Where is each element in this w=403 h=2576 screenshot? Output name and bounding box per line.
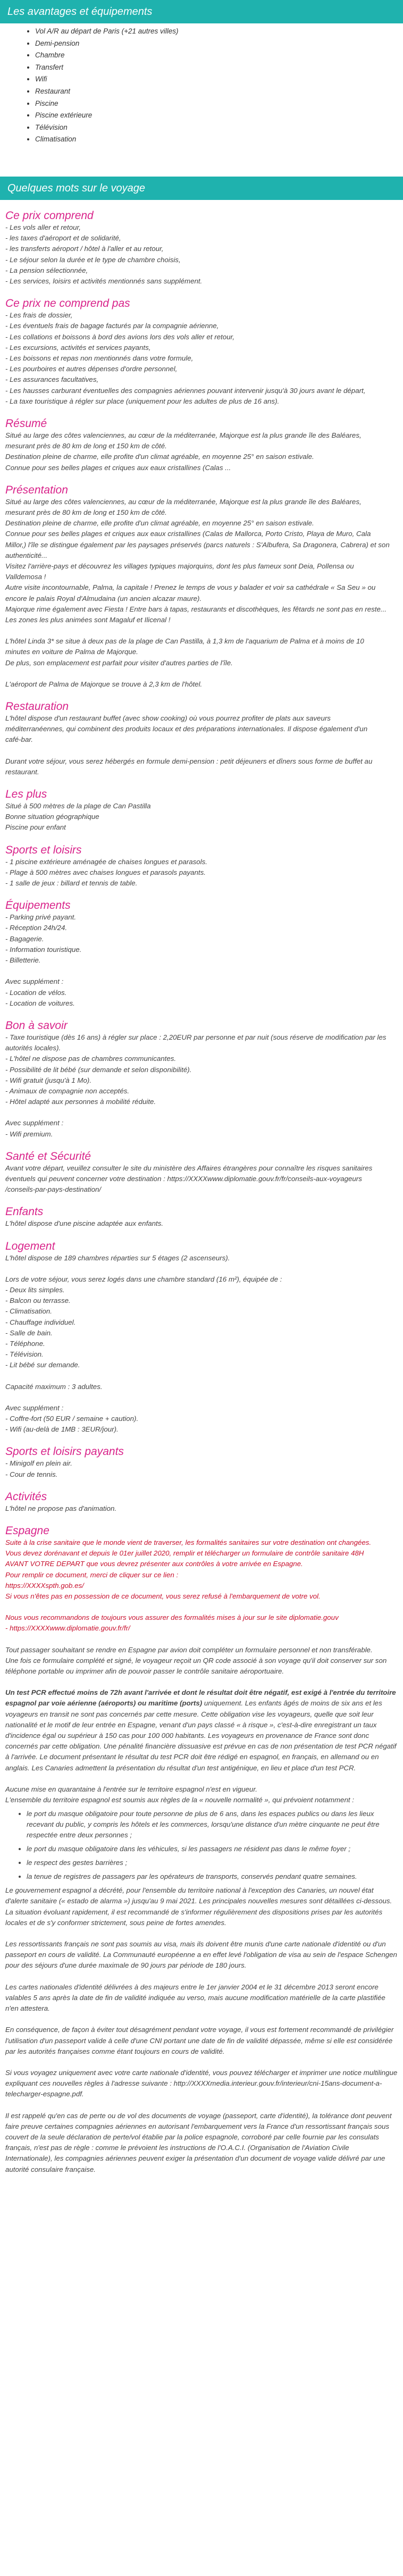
- text-line: - Climatisation.: [5, 1307, 52, 1316]
- equipment-item: • Demi-pension: [35, 38, 403, 50]
- text-line: /conseils-par-pays-destination/: [5, 1185, 102, 1194]
- espagne-rules-list: [5, 1809, 398, 1882]
- text-line: - Wifi (au-delà de 1MB : 3EUR/jour).: [5, 1425, 119, 1434]
- equipment-item: • Restaurant: [35, 86, 403, 98]
- text-line: - Les éventuels frais de bagage facturés par la compagnie aérienne,: [5, 322, 219, 330]
- text-line: Destination pleine de charme, elle profite d'un climat agréable, en moyenne 25° en saison estivale.: [5, 453, 314, 461]
- text-line: - Chauffage individuel.: [5, 1318, 76, 1326]
- text-line: Capacité maximum : 3 adultes.: [5, 1382, 103, 1391]
- equipment-item: • Piscine extérieure: [35, 110, 403, 122]
- text-line: - les transferts aéroport / hôtel à l'aller et au retour,: [5, 245, 164, 253]
- text-line: - L'hôtel ne dispose pas de chambres communicantes.: [5, 1055, 177, 1063]
- text-line: - https://XXXXwww.diplomatie.gouv.fr/fr/: [5, 1624, 130, 1633]
- espagne-passport-text: En conséquence, de façon à éviter tout désagrément pendant votre voyage, il vous est fortement recommandé de privilégier l'utilisation d'un passeport valide à celle d'une CNI portant une date de fin de validité dépassée, même si elle est considérée par les autorités françaises comme étant toujours en cours de validité.: [5, 2026, 394, 2055]
- equipment-item: • Transfert: [35, 62, 403, 74]
- text-line: encore le palais Royal d'Almudaina (un ancien alcazar maure).: [5, 594, 202, 603]
- text-line: Millor,) l'île se distingue également par les paysages préservés (parcs naturels : S'Albufera, Sa Dragonera, Cabrera) et son: [5, 540, 390, 549]
- section-heading-resume: Résumé: [5, 417, 47, 430]
- text-line: Avant votre départ, veuillez consulter le site du ministère des Affaires étrangères pour connaître les risques sanitaires: [5, 1164, 373, 1172]
- text-line: - Les excursions, activités et services payants,: [5, 343, 151, 352]
- equipements-text: [5, 912, 398, 966]
- text-line: - Animaux de compagnie non acceptés.: [5, 1086, 130, 1095]
- text-line: - Cour de tennis.: [5, 1470, 58, 1478]
- text-line: https://XXXXspth.gob.es/: [5, 1581, 84, 1590]
- text-line: Durant votre séjour, vous serez hébergés en formule demi-pension : petit déjeuners et dîners sous forme de buffet au: [5, 757, 373, 765]
- espagne-pcr-text: [5, 1687, 398, 1774]
- section-heading-sports: Sports et loisirs: [5, 843, 82, 856]
- equipment-item: • Piscine: [35, 98, 403, 110]
- text-line: - Parking privé payant.: [5, 913, 77, 922]
- section-heading-enfants: Enfants: [5, 1206, 44, 1218]
- text-line: café-bar.: [5, 735, 33, 744]
- text-line: L'hôtel ne propose pas d'animation.: [5, 1504, 117, 1512]
- espagne-cni-text: Les cartes nationales d'identité délivrées à des majeurs entre le 1er janvier 2004 et le 31 décembre 2013 seront encore valables 5 ans après la date de fin de validité indiquée au verso, mais aucune modification matérielle de la carte plastifiée n'en attestera.: [5, 1983, 385, 2013]
- text-line: L'hôtel dispose d'un restaurant buffet (avec show cooking) où vous pourrez profiter de plats aux saveurs: [5, 714, 331, 723]
- section-heading-plus: Les plus: [5, 788, 47, 801]
- text-line: Autre visite incontournable, Palma, la capitale ! Prenez le temps de vous y balader et voir sa cathédrale « Sa Seu » ou: [5, 583, 376, 592]
- section-heading-equipements: Équipements: [5, 899, 71, 912]
- text-line: mesurant près de 80 km de long et 150 km de côté.: [5, 442, 167, 450]
- text-line: AVANT VOTRE DEPART que vous devrez présenter aux contrôles à votre arrivée en Espagne.: [5, 1560, 303, 1568]
- text-line: - Les frais de dossier,: [5, 311, 73, 320]
- logement-room-text: [5, 1274, 398, 1371]
- sante-text: [5, 1163, 398, 1195]
- text-line: - Wifi premium.: [5, 1130, 53, 1138]
- text-line: Vous devez dorénavant et depuis le 01er juillet 2020, remplir et télécharger un formulaire de contrôle sanitaire 48H: [5, 1549, 364, 1558]
- text-line: - Location de vélos.: [5, 988, 67, 997]
- section-heading-restauration: Restauration: [5, 700, 69, 713]
- text-line: - Plage à 500 mètres avec chaises longues et parasols payants.: [5, 868, 206, 876]
- text-line: - Deux lits simples.: [5, 1285, 65, 1294]
- espagne-recommendation: [5, 1612, 398, 1634]
- text-line: Majorque rime également avec Fiesta ! Entre bars à tapas, restaurants et discothèques, les fêtards ne sont pas en reste...: [5, 605, 387, 613]
- text-line: - Location de voitures.: [5, 999, 75, 1007]
- enfants-text: [5, 1218, 398, 1229]
- text-line: - Wifi gratuit (jusqu'à 1 Mo).: [5, 1076, 92, 1084]
- espagne-pcr-rest: uniquement. Les enfants âgés de moins de six ans et les voyageurs en transit ne sont pas concernés par cette mesure. Cette obligation vise les voyageurs, quelle que soit leur nationalité et le motif de leur entrée en Espagne, venant d'un pays classé « à risque », c'est-à-dire enregistrant un taux d'incidence égal ou supérieur à 150 cas pour 100 000 habitants. Les voyageurs en provenance de France sont donc concernés par cette obligation. Une pénalité financière dissuasive est prévue en cas de non présentation de test PCR négatif à l'arrivée. Le document présentant le résultat du test PCR doit être rédigé en espagnol, en français, en allemand ou en anglais. Les Canaries admettent la présentation du résultat d'un test antigénique, en lieu et place d'un test PCR.: [5, 1699, 397, 1772]
- equipment-item: • Vol A/R au départ de Paris (+21 autres villes): [35, 26, 403, 38]
- text-line: - Hôtel adapté aux personnes à mobilité réduite.: [5, 1098, 156, 1106]
- section-heading-ne-comprend: Ce prix ne comprend pas: [5, 297, 130, 310]
- text-line: Piscine pour enfant: [5, 823, 66, 832]
- text-line: - Balcon ou terrasse.: [5, 1297, 71, 1305]
- text-line: - Les assurances facultatives,: [5, 375, 99, 384]
- text-line: - Les vols aller et retour,: [5, 223, 81, 231]
- equipment-item: • Wifi: [35, 73, 403, 86]
- restauration-pension-text: [5, 756, 398, 777]
- text-line: téléphone portable ou imprimer afin de pouvoir passer le contrôle sanitaire aéroportuaire.: [5, 1667, 284, 1676]
- sports-text: [5, 857, 398, 889]
- bon-savoir-supplement-text: [5, 1118, 398, 1139]
- equipements-supplement-text: [5, 976, 398, 1009]
- espagne-quarantine-text: [5, 1784, 398, 1805]
- sports-payants-text: [5, 1458, 398, 1479]
- text-line: Connue pour ses belles plages et criques aux eaux cristallines (Calas ...: [5, 463, 231, 472]
- text-line: - Les hausses carburant éventuelles des compagnies aériennes pouvant intervenir jusqu'à 30 jours avant le départ,: [5, 386, 366, 395]
- text-line: Situé au large des côtes valenciennes, au cœur de la méditerranée, Majorque est la plus grande île des Baléares,: [5, 497, 362, 506]
- text-line: - les taxes d'aéroport et de solidarité,: [5, 234, 121, 242]
- equipment-title: Les avantages et équipements: [7, 6, 153, 18]
- text-line: - Minigolf en plein air.: [5, 1459, 72, 1468]
- section-heading-sports-payants: Sports et loisirs payants: [5, 1445, 124, 1458]
- text-line: Avec supplément :: [5, 977, 64, 986]
- rule-item: • le port du masque obligatoire pour toute personne de plus de 6 ans, dans les espaces publics ou dans les lieux recevant du public, y compris les hôtels et les commerces, lorsqu'une distance d'un mètre cinquante ne peut être respectée entre deux personnes ;: [27, 1809, 398, 1841]
- text-line: Une fois ce formulaire complété et signé, le voyageur reçoit un QR code associé à son voyage qu'il doit conserver sur son: [5, 1656, 387, 1665]
- presentation-text: [5, 497, 398, 625]
- text-line: Situé au large des côtes valenciennes, au cœur de la méditerranée, Majorque est la plus grande île des Baléares,: [5, 431, 362, 439]
- restauration-text: [5, 713, 398, 746]
- text-line: - Bagagerie.: [5, 934, 44, 943]
- rule-item: • le port du masque obligatoire dans les véhicules, si les passagers ne résident pas dans le même foyer ;: [27, 1844, 398, 1854]
- text-line: autorités locales).: [5, 1044, 61, 1052]
- text-line: éventuels qui peuvent concerner votre destination : https://XXXXwww.diplomatie.gouv.fr/fr/conseils-aux-voyageurs: [5, 1174, 362, 1183]
- equipment-list: [0, 26, 403, 146]
- logement-capacity-text: [5, 1382, 398, 1392]
- presentation-airport-text: [5, 679, 398, 690]
- text-line: restaurant.: [5, 767, 39, 776]
- text-line: Tout passager souhaitant se rendre en Espagne par avion doit compléter un formulaire personnel et non transférable.: [5, 1645, 373, 1654]
- text-line: Avec supplément :: [5, 1119, 64, 1127]
- section-heading-espagne: Espagne: [5, 1525, 49, 1537]
- text-line: - 1 salle de jeux : billard et tennis de table.: [5, 879, 138, 888]
- text-line: Valldemosa !: [5, 573, 46, 581]
- section-heading-bon-savoir: Bon à savoir: [5, 1019, 68, 1032]
- section-heading-activites: Activités: [5, 1490, 47, 1503]
- text-line: Situé à 500 mètres de la plage de Can Pastilla: [5, 802, 151, 810]
- text-line: - Télévision.: [5, 1350, 44, 1359]
- espagne-sanitary-notice: [5, 1537, 398, 1602]
- text-line: Pour remplir ce document, merci de cliquer sur ce lien :: [5, 1570, 179, 1579]
- text-line: Nous vous recommandons de toujours vous assurer des formalités mises à jour sur le site diplomatie.gouv: [5, 1613, 339, 1622]
- text-line: Suite à la crise sanitaire que le monde vient de traverser, les formalités sanitaires sur votre destination ont changées.: [5, 1538, 372, 1546]
- espagne-form-text: [5, 1645, 398, 1677]
- text-line: - 1 piscine extérieure aménagée de chaises longues et parasols.: [5, 857, 207, 866]
- espagne-alert-text: Le gouvernement espagnol a décrété, pour l'ensemble du territoire national à l'exception des Canaries, un nouvel état d'alerte sanitaire (« estado de alarma ») jusqu'au 9 mai 2021. Les principales nouvelles mesures sont détaillées ci-dessous. La situation évoluant rapidement, il est recommandé de s'informer régulièrement des dispositions prises par les autorités locales et de s'y conformer strictement, sous peine de fortes amendes.: [5, 1886, 392, 1927]
- text-line: Destination pleine de charme, elle profite d'un climat agréable, en moyenne 25° en saison estivale.: [5, 519, 314, 528]
- equipment-item: • Chambre: [35, 49, 403, 62]
- text-line: - Salle de bain.: [5, 1328, 53, 1337]
- activites-text: [5, 1503, 398, 1514]
- espagne-loss-text: Il est rappelé qu'en cas de perte ou de vol des documents de voyage (passeport, carte d'identité), la tolérance dont peuvent faire preuve certaines compagnies aériennes en autorisant l'embarquement vers la France d'un ressortissant français sous couvert de la seule déclaration de perte/vol établie par la police espagnole, corroboré par celle fournie par les consulats français, n'est pas de règle : comme le prévoient les instructions de l'O.A.C.I. (Organisation de l'Aviation Civile Internationale), les compagnies aériennes peuvent exiger la présentation d'un document de voyage valide délivré par une autorité consulaire française.: [5, 2111, 392, 2173]
- ne-comprend-text: [5, 310, 398, 407]
- rule-item: • la tenue de registres de passagers par les opérateurs de transports, conservés pendant quatre semaines.: [27, 1871, 398, 1882]
- text-line: L'hôtel dispose d'une piscine adaptée aux enfants.: [5, 1219, 164, 1228]
- resume-text: [5, 430, 398, 473]
- text-line: L'ensemble du territoire espagnol est soumis aux règles de la « nouvelle normalité », qui prévoient notamment :: [5, 1796, 354, 1804]
- text-line: méditerranéennes, qui combinent des produits locaux et des préparations internationales. Il dispose également d'un: [5, 725, 368, 733]
- text-line: - Information touristique.: [5, 945, 82, 954]
- text-line: - Les collations et boissons à bord des avions lors des vols aller et retour,: [5, 332, 234, 341]
- text-line: - Réception 24h/24.: [5, 924, 68, 932]
- section-heading-presentation: Présentation: [5, 483, 68, 496]
- text-line: Les zones les plus animées sont Magaluf et Ilicenal !: [5, 616, 171, 624]
- equipment-item: • Climatisation: [35, 133, 403, 146]
- equipment-section-header: [0, 0, 403, 23]
- section-heading-sante: Santé et Sécurité: [5, 1150, 91, 1162]
- logement-text: [5, 1253, 398, 1264]
- text-line: L'hôtel dispose de 189 chambres réparties sur 5 étages (2 ascenseurs).: [5, 1253, 230, 1262]
- text-line: - Les pourboires et autres dépenses d'ordre personnel,: [5, 365, 178, 373]
- text-line: Visitez l'arrière-pays et découvrez les villages typiques majorquins, dont les plus fameux sont Deia, Pollensa ou: [5, 562, 354, 571]
- text-line: L'aéroport de Palma de Majorque se trouve à 2,3 km de l'hôtel.: [5, 680, 203, 688]
- text-line: - Billetterie.: [5, 956, 41, 965]
- text-line: - La taxe touristique à régler sur place (uniquement pour les adultes de plus de 16 ans).: [5, 397, 280, 405]
- espagne-visa-text: Les ressortissants français ne sont pas soumis au visa, mais ils doivent être munis d'une carte nationale d'identité ou d'un passeport en cours de validité. La Communauté européenne a en effet levé l'obligation de visa au sein de l'espace Schengen pour des séjours d'une durée maximale de 90 jours par période de 180 jours.: [5, 1940, 397, 1970]
- text-line: - Les boissons et repas non mentionnés dans votre formule,: [5, 354, 194, 362]
- text-line: Bonne situation géographique: [5, 813, 99, 821]
- logement-supplement-text: [5, 1403, 398, 1435]
- text-line: - Lit bébé sur demande.: [5, 1361, 80, 1369]
- text-line: De plus, son emplacement est parfait pour visiter d'autres parties de l'île.: [5, 658, 233, 667]
- plus-text: [5, 801, 398, 833]
- text-line: Connue pour ses belles plages et criques aux eaux cristallines (Calas de Mallorca, Porto Cristo, Playa de Muro, Cala: [5, 530, 371, 538]
- rule-item: • le respect des gestes barrières ;: [27, 1858, 398, 1868]
- text-line: - Coffre-fort (50 EUR / semaine + caution).: [5, 1414, 139, 1423]
- trip-info-title: Quelques mots sur le voyage: [7, 182, 146, 194]
- text-line: mesurant près de 80 km de long et 150 km de côté.: [5, 508, 167, 516]
- text-line: - Taxe touristique (dès 16 ans) à régler sur place : 2,20EUR par personne et par nuit (sous réserve de modification par les: [5, 1033, 387, 1041]
- presentation-location-text: [5, 636, 398, 668]
- equipment-item: • Télévision: [35, 122, 403, 134]
- text-line: authenticité...: [5, 551, 48, 559]
- espagne-pcr-bold: Un test PCR effectué moins de 72h avant l'arrivée et dont le résultat doit être négatif, est exigé à l'entrée du territoire espagnol par voie aérienne (aéroports) ou maritime (ports): [5, 1688, 396, 1708]
- section-heading-logement: Logement: [5, 1240, 55, 1252]
- trip-description: [0, 200, 403, 2186]
- espagne-notice-text: Si vous voyagez uniquement avec votre carte nationale d'identité, vous pouvez télécharger et imprimer une notice multilingue expliquant ces nouvelles règles à l'adresse suivante : http://XXXXmedia.interieur.gouv.fr/interieur/cni-15ans-document-a-telecharger-espagne.pdf.: [5, 2068, 398, 2098]
- text-line: L'hôtel Linda 3* se situe à deux pas de la plage de Can Pastilla, à 1,3 km de l'aquarium de Palma et à moins de 10: [5, 637, 364, 646]
- text-line: Lors de votre séjour, vous serez logés dans une chambre standard (16 m²), équipée de :: [5, 1275, 282, 1283]
- text-line: - La pension sélectionnée,: [5, 266, 88, 274]
- text-line: minutes en voiture de Palma de Majorque.: [5, 648, 138, 656]
- text-line: Si vous n'êtes pas en possession de ce document, vous serez refusé à l'embarquement de votre vol.: [5, 1592, 321, 1601]
- text-line: - Le séjour selon la durée et le type de chambre choisis,: [5, 255, 181, 264]
- text-line: - Téléphone.: [5, 1339, 45, 1348]
- text-line: - Possibilité de lit bébé (sur demande et selon disponibilité).: [5, 1065, 192, 1074]
- text-line: - Les services, loisirs et activités mentionnés sans supplément.: [5, 277, 203, 285]
- text-line: Aucune mise en quarantaine à l'entrée sur le territoire espagnol n'est en vigueur.: [5, 1785, 257, 1793]
- text-line: Avec supplément :: [5, 1403, 64, 1412]
- bon-savoir-text: [5, 1032, 398, 1107]
- comprend-text: [5, 222, 398, 287]
- trip-info-section-header: [0, 177, 403, 200]
- section-heading-comprend: Ce prix comprend: [5, 209, 94, 222]
